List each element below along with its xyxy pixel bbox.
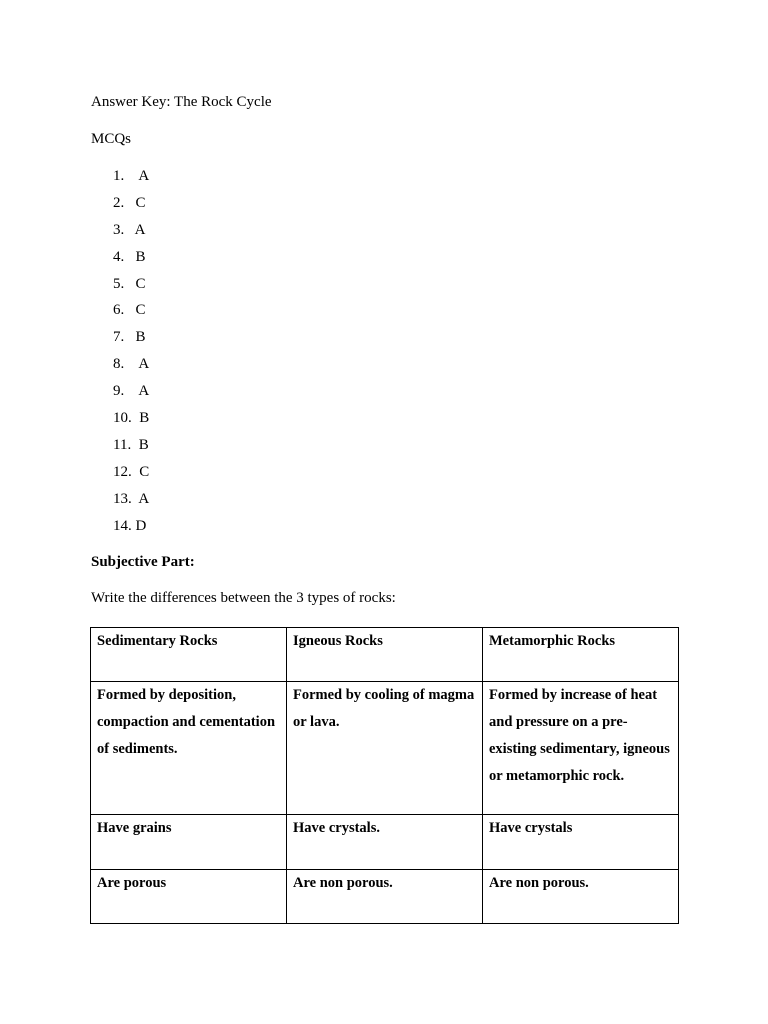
subjective-heading: Subjective Part: [91, 554, 195, 570]
document-title: Answer Key: The Rock Cycle [91, 94, 272, 110]
header-igneous: Igneous Rocks [293, 633, 383, 649]
rock-types-table [90, 627, 679, 924]
table-cell [287, 870, 483, 924]
answer-item: 6. C [113, 302, 146, 319]
answer-item: 4. B [113, 248, 146, 265]
header-sedimentary: Sedimentary Rocks [97, 633, 218, 649]
table-cell [483, 682, 679, 815]
answer-item: 9. A [113, 383, 150, 400]
table-cell [91, 815, 287, 870]
table-header-cell [91, 628, 287, 682]
mcq-heading: MCQs [91, 131, 132, 147]
answer-item: 7. B [113, 329, 146, 346]
answer-item: 11. B [113, 436, 149, 453]
table-cell [483, 815, 679, 870]
table-header-cell [287, 628, 483, 682]
answer-item: 1. A [113, 168, 150, 184]
mcq-answer-list [113, 167, 149, 543]
answer-item: 3. A [113, 221, 146, 238]
table-cell [91, 682, 287, 815]
cell-text: Are non porous. [489, 875, 589, 891]
answer-item: 14. D [113, 517, 147, 534]
answer-item: 5. C [113, 275, 146, 292]
table-cell [287, 682, 483, 815]
cell-text: Have crystals. [293, 820, 380, 836]
table-row [91, 682, 679, 815]
cell-text: Formed by increase of heat and pressure on a pre-existing sedimentary, igneous or metamorphic rock. [489, 687, 670, 784]
cell-text: Formed by deposition, compaction and cementation of sediments. [97, 687, 276, 757]
table-cell [483, 870, 679, 924]
table-header-row [91, 628, 679, 682]
answer-item: 2. C [113, 194, 146, 211]
table-row [91, 815, 679, 870]
header-metamorphic: Metamorphic Rocks [489, 633, 616, 649]
answer-item: 13. A [113, 490, 150, 507]
table-row [91, 870, 679, 924]
answer-item: 12. C [113, 463, 150, 480]
cell-text: Are porous [97, 875, 167, 891]
table-cell [287, 815, 483, 870]
table-header-cell [483, 628, 679, 682]
table-cell [91, 870, 287, 924]
instruction-text: Write the differences between the 3 types of rocks: [91, 590, 396, 606]
cell-text: Are non porous. [293, 875, 393, 891]
cell-text: Formed by cooling of magma or lava. [293, 687, 475, 730]
cell-text: Have grains [97, 820, 172, 836]
answer-item: 8. A [113, 356, 150, 373]
answer-item: 10. B [113, 410, 150, 427]
cell-text: Have crystals [489, 820, 573, 836]
